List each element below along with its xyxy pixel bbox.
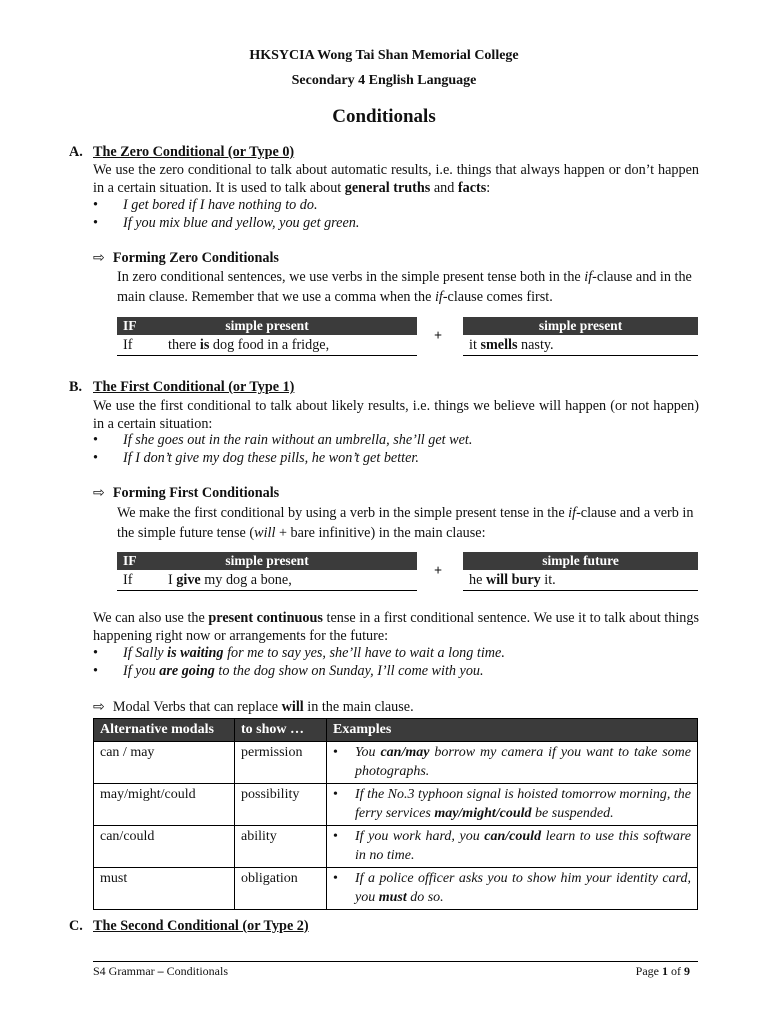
page-number: Page 1 of 9: [635, 964, 690, 978]
outline-right-arrow-icon: ⇨: [93, 699, 105, 715]
table-row: If there is dog food in a fridge,: [117, 335, 417, 356]
modal-verbs-intro: ⇨ Modal Verbs that can replace will in the main clause.: [93, 699, 414, 715]
section-b-heading: The First Conditional (or Type 1): [93, 379, 295, 395]
table-cell: may/might/could: [94, 783, 235, 825]
table-row: he will bury it.: [463, 570, 698, 591]
table-cell: • If a police officer asks you to show him your identity card, you must do so.: [327, 867, 698, 909]
footer-left: S4 Grammar – Conditionals: [93, 964, 228, 978]
table-header: IF simple present: [117, 552, 417, 570]
column-header: Alternative modals: [94, 719, 235, 742]
table-header: IF simple present: [117, 317, 417, 335]
table-cell: can / may: [94, 741, 235, 783]
section-b-examples: [93, 432, 699, 467]
table-cell: • If the No.3 typhoon signal is hoisted tomorrow morning, the ferry services may/might/could be suspended.: [327, 783, 698, 825]
table-row: [94, 867, 698, 909]
table-cell: must: [94, 867, 235, 909]
list-item: • If I don’t give my dog these pills, he won’t get better.: [93, 450, 699, 468]
list-item: • I get bored if I have nothing to do.: [93, 197, 699, 215]
table-cell: possibility: [235, 783, 327, 825]
table-cell: ability: [235, 825, 327, 867]
course-name: Secondary 4 English Language: [291, 73, 477, 88]
table-row: [94, 741, 698, 783]
plus-sign: +: [434, 563, 443, 579]
present-continuous-text: We can also use the present continuous tense in a first conditional sentence. We use it to talk about things happening right now or arrangements for the future:: [93, 610, 699, 644]
plus-sign: +: [434, 328, 443, 344]
outline-right-arrow-icon: ⇨: [93, 485, 105, 501]
section-a-examples: [93, 197, 699, 232]
section-c-heading: The Second Conditional (or Type 2): [93, 918, 309, 934]
list-item: • If you mix blue and yellow, you get green.: [93, 215, 699, 233]
column-header: Examples: [327, 719, 698, 742]
table-header-row: [94, 719, 698, 742]
list-item: • If Sally is waiting for me to say yes, she’ll have to wait a long time.: [93, 645, 699, 663]
first-main-clause-table: [463, 552, 698, 591]
list-item: • If she goes out in the rain without an umbrella, she’ll get wet.: [93, 432, 699, 450]
forming-zero-text: In zero conditional sentences, we use verbs in the simple present tense both in the if-clause and in the main clause. Remember that we use a comma when the if-clause comes first.: [117, 269, 692, 305]
section-a-letter: A.: [69, 144, 83, 160]
column-header: to show …: [235, 719, 327, 742]
section-b-letter: B.: [69, 379, 83, 395]
page-title: Conditionals: [332, 106, 436, 127]
zero-main-clause-table: [463, 317, 698, 356]
table-header: simple future: [463, 552, 698, 570]
table-cell: obligation: [235, 867, 327, 909]
table-row: it smells nasty.: [463, 335, 698, 356]
list-item: • If you are going to the dog show on Sunday, I’ll come with you.: [93, 663, 699, 681]
outline-right-arrow-icon: ⇨: [93, 250, 105, 266]
table-row: [94, 783, 698, 825]
forming-first-heading: ⇨ Forming First Conditionals: [93, 485, 280, 501]
table-cell: • If you work hard, you can/could learn to use this software in no time.: [327, 825, 698, 867]
table-cell: can/could: [94, 825, 235, 867]
modal-verbs-table: [93, 718, 698, 910]
zero-if-clause-table: [117, 317, 417, 356]
section-a-heading: The Zero Conditional (or Type 0): [93, 144, 295, 160]
section-b-intro: We use the first conditional to talk about likely results, i.e. things we believe will happen (or not happen) in a certain situation:: [93, 398, 699, 432]
first-if-clause-table: [117, 552, 417, 591]
section-c-letter: C.: [69, 918, 83, 934]
table-header: simple present: [463, 317, 698, 335]
school-name: HKSYCIA Wong Tai Shan Memorial College: [249, 48, 519, 63]
table-cell: permission: [235, 741, 327, 783]
table-cell: • You can/may borrow my camera if you want to take some photographs.: [327, 741, 698, 783]
page-footer: [93, 961, 698, 979]
forming-first-text: We make the first conditional by using a verb in the simple present tense in the if-clause and a verb in the simple future tense (will + bare infinitive) in the main clause:: [117, 505, 694, 541]
section-a-intro: We use the zero conditional to talk about automatic results, i.e. things that always happen or don’t happen in a certain situation. It is used to talk about general truths and facts:: [93, 162, 699, 196]
present-continuous-examples: [93, 645, 699, 680]
forming-zero-heading: ⇨ Forming Zero Conditionals: [93, 250, 279, 266]
table-row: [94, 825, 698, 867]
table-row: If I give my dog a bone,: [117, 570, 417, 591]
